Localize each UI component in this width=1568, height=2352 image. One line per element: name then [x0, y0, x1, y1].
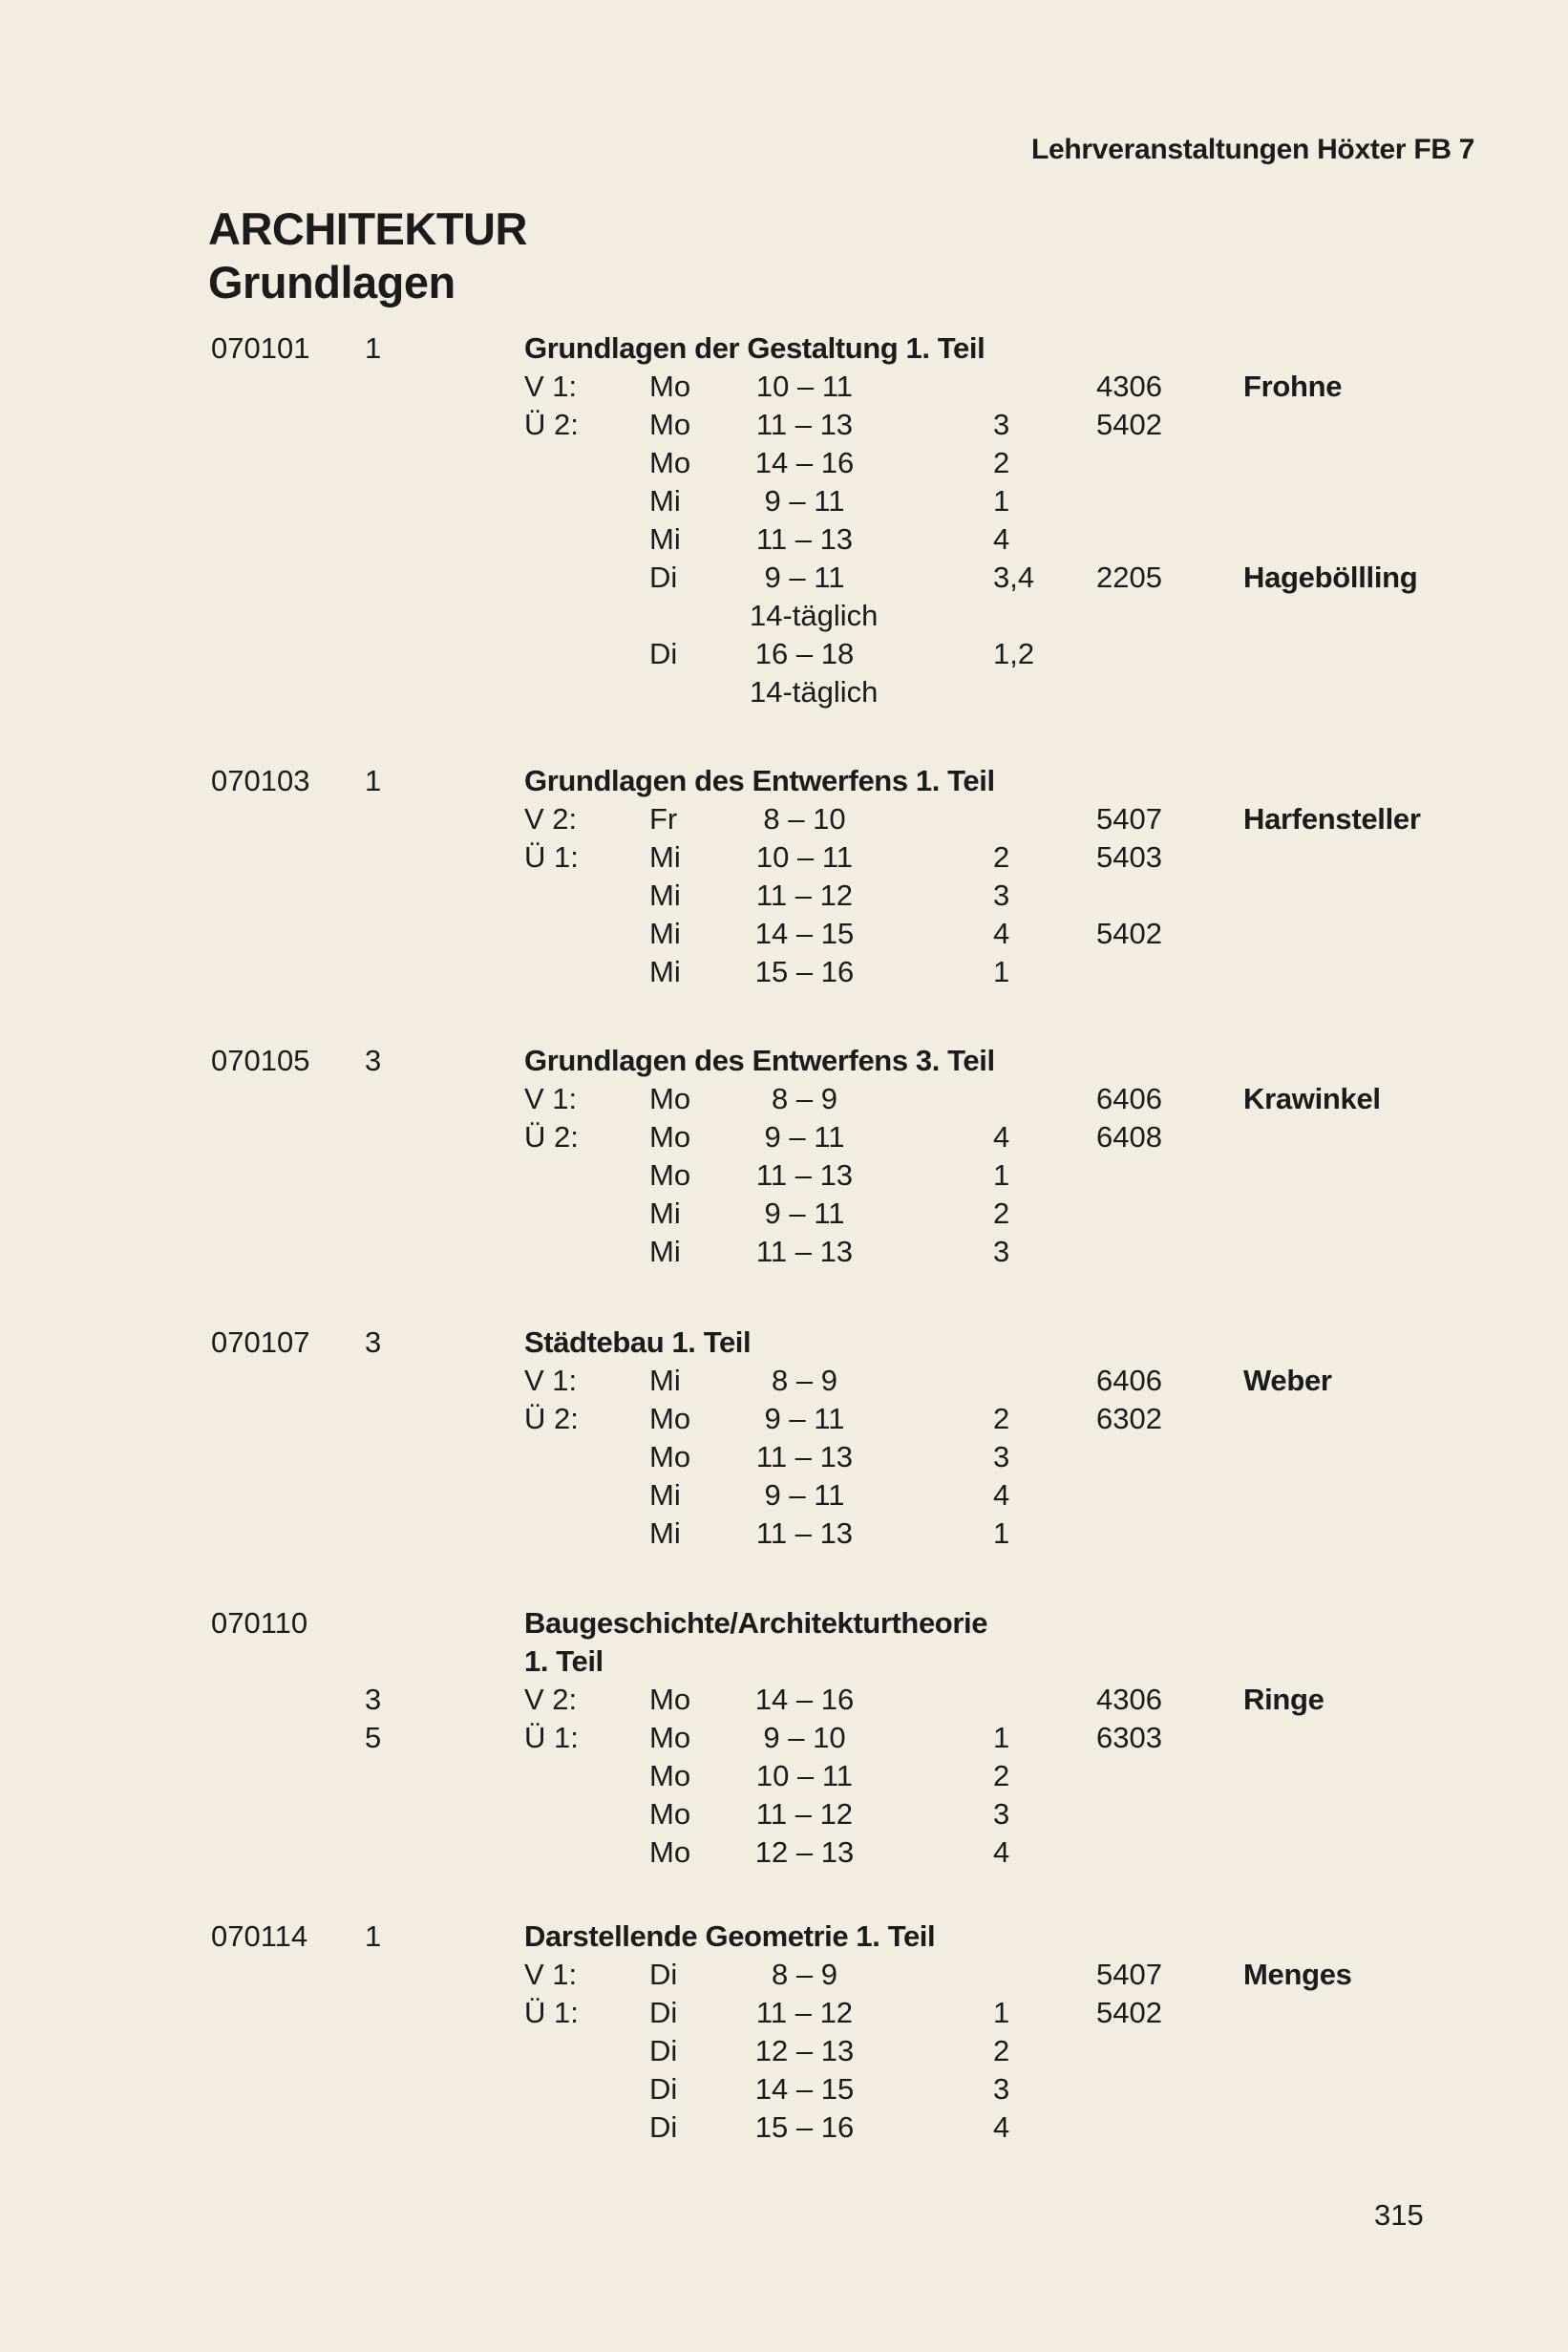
- session-type: Ü 2:: [524, 1402, 579, 1435]
- session-time: 9 – 11: [764, 1478, 845, 1512]
- session-group: 4: [993, 522, 1010, 556]
- session-room: 5407: [1096, 1958, 1162, 1991]
- session-room: 5402: [1096, 408, 1162, 441]
- session-group: 1: [993, 484, 1010, 518]
- session-time: 9 – 11: [764, 484, 845, 518]
- session-time: 14-täglich: [750, 599, 879, 632]
- session-room: 4306: [1096, 370, 1162, 403]
- session-group: 3: [993, 408, 1010, 441]
- session-group: 2: [993, 1759, 1010, 1792]
- session-room: 2205: [1096, 561, 1162, 594]
- session-time: 10 – 11: [755, 370, 854, 403]
- session-day: Mi: [649, 917, 681, 950]
- session-time: 9 – 11: [764, 1120, 845, 1154]
- session-type: V 1:: [524, 1958, 578, 1991]
- session-room: 6303: [1096, 1721, 1162, 1754]
- session-day: Mi: [649, 522, 681, 556]
- session-group: 1: [993, 1721, 1010, 1754]
- session-day: Mi: [649, 955, 681, 988]
- session-day: Mi: [649, 1235, 681, 1268]
- session-time: 9 – 11: [764, 1402, 845, 1435]
- course-title: Grundlagen der Gestaltung 1. Teil: [524, 331, 985, 365]
- session-day: Di: [649, 2034, 678, 2067]
- session-day: Mo: [649, 446, 691, 479]
- session-time: 15 – 16: [754, 955, 855, 988]
- session-time: 11 – 12: [755, 879, 854, 912]
- course-number: 070110: [211, 1606, 308, 1640]
- course-number: 070101: [211, 331, 310, 365]
- session-time: 11 – 12: [755, 1996, 854, 2029]
- session-day: Mo: [649, 1797, 691, 1831]
- session-time: 14-täglich: [750, 675, 879, 709]
- session-type: Ü 1:: [524, 1996, 579, 2029]
- session-group: 1: [993, 955, 1010, 988]
- course-title: Städtebau 1. Teil: [524, 1325, 752, 1359]
- session-day: Mo: [649, 1721, 691, 1754]
- session-time: 11 – 13: [755, 522, 854, 556]
- course-number: 070114: [211, 1919, 308, 1953]
- lecturer-name: Krawinkel: [1243, 1082, 1381, 1115]
- session-group: 2: [993, 840, 1010, 874]
- course-title: Baugeschichte/Architekturtheorie: [524, 1606, 988, 1640]
- course-semester: 1: [365, 1919, 382, 1953]
- section-title: [208, 202, 527, 309]
- session-type: Ü 1:: [524, 840, 579, 874]
- session-day: Mo: [649, 370, 691, 403]
- session-day: Mo: [649, 1082, 691, 1115]
- session-group: 1: [993, 1996, 1010, 2029]
- session-room: 6408: [1096, 1120, 1162, 1154]
- running-head: Lehrveranstaltungen Höxter FB 7: [1031, 134, 1475, 165]
- session-day: Di: [649, 1996, 678, 2029]
- session-room: 5402: [1096, 1996, 1162, 2029]
- session-time: 11 – 13: [755, 408, 854, 441]
- session-time: 8 – 9: [772, 1082, 837, 1115]
- course-semester: 3: [365, 1044, 382, 1077]
- session-day: Mi: [649, 484, 681, 518]
- page-number: 315: [1374, 2198, 1424, 2232]
- session-day: Di: [649, 637, 678, 670]
- session-day: Di: [649, 1958, 678, 1991]
- session-day: Di: [649, 2110, 678, 2144]
- session-time: 11 – 13: [755, 1158, 854, 1192]
- session-day: Mo: [649, 1402, 691, 1435]
- session-type: Ü 2:: [524, 1120, 579, 1154]
- session-group: 3: [993, 879, 1010, 912]
- session-day: Mo: [649, 1759, 691, 1792]
- session-day: Mo: [649, 408, 691, 441]
- course-semester: 1: [365, 331, 382, 365]
- session-day: Mo: [649, 1120, 691, 1154]
- course-semester: 1: [365, 764, 382, 797]
- session-type: Ü 2:: [524, 408, 579, 441]
- session-type: V 1:: [524, 1082, 578, 1115]
- session-day: Fr: [649, 802, 678, 836]
- session-time: 11 – 13: [755, 1235, 854, 1268]
- session-time: 14 – 16: [754, 1683, 855, 1716]
- session-group: 3: [993, 1235, 1010, 1268]
- session-group: 1: [993, 1158, 1010, 1192]
- session-group: 2: [993, 1402, 1010, 1435]
- session-room: 6406: [1096, 1082, 1162, 1115]
- lecturer-name: Frohne: [1243, 370, 1343, 403]
- session-time: 8 – 9: [772, 1364, 837, 1397]
- session-day: Mi: [649, 879, 681, 912]
- session-group: 1,2: [993, 637, 1035, 670]
- session-time: 9 – 10: [763, 1721, 846, 1754]
- session-time: 8 – 10: [763, 802, 846, 836]
- session-day: Mo: [649, 1835, 691, 1869]
- session-time: 9 – 11: [764, 561, 845, 594]
- lecturer-name: Weber: [1243, 1364, 1332, 1397]
- session-time: 14 – 15: [754, 2072, 855, 2106]
- course-number: 070103: [211, 764, 310, 797]
- session-day: Mi: [649, 840, 681, 874]
- session-time: 15 – 16: [754, 2110, 855, 2144]
- session-group: 3: [993, 1797, 1010, 1831]
- course-semester: 3: [365, 1325, 382, 1359]
- lecturer-name: Hageböllling: [1243, 561, 1418, 594]
- session-time: 16 – 18: [754, 637, 855, 670]
- session-day: Di: [649, 2072, 678, 2106]
- session-time: 10 – 11: [755, 840, 854, 874]
- lecturer-name: Ringe: [1243, 1683, 1324, 1716]
- session-day: Mi: [649, 1364, 681, 1397]
- session-time: 12 – 13: [754, 2034, 855, 2067]
- session-group: 4: [993, 1835, 1010, 1869]
- course-title: Grundlagen des Entwerfens 1. Teil: [524, 764, 995, 797]
- session-type: V 1:: [524, 370, 578, 403]
- session-day: Mo: [649, 1683, 691, 1716]
- session-day: Mi: [649, 1197, 681, 1230]
- session-time: 11 – 12: [755, 1797, 854, 1831]
- lecturer-name: Harfensteller: [1243, 802, 1421, 836]
- session-room: 4306: [1096, 1683, 1162, 1716]
- session-group: 4: [993, 1120, 1010, 1154]
- session-time: 11 – 13: [755, 1440, 854, 1473]
- session-time: 8 – 9: [772, 1958, 837, 1991]
- session-room: 5402: [1096, 917, 1162, 950]
- session-group: 1: [993, 1516, 1010, 1550]
- session-group: 2: [993, 2034, 1010, 2067]
- session-group: 2: [993, 446, 1010, 479]
- session-type: Ü 1:: [524, 1721, 579, 1754]
- section-title-main: ARCHITEKTUR: [208, 203, 527, 254]
- session-time: 11 – 13: [755, 1516, 854, 1550]
- session-type: V 2:: [524, 1683, 578, 1716]
- session-group: 3: [993, 1440, 1010, 1473]
- course-number: 070105: [211, 1044, 310, 1077]
- session-group: 4: [993, 1478, 1010, 1512]
- session-room: 5407: [1096, 802, 1162, 836]
- session-type: V 1:: [524, 1364, 578, 1397]
- section-title-sub: Grundlagen: [208, 257, 456, 307]
- session-group: 3,4: [993, 561, 1035, 594]
- lecturer-name: Menges: [1243, 1958, 1352, 1991]
- session-room: 6302: [1096, 1402, 1162, 1435]
- session-time: 9 – 11: [764, 1197, 845, 1230]
- row-semester: 3: [365, 1683, 382, 1716]
- row-semester: 5: [365, 1721, 382, 1754]
- session-day: Mo: [649, 1440, 691, 1473]
- session-time: 14 – 16: [754, 446, 855, 479]
- course-title: 1. Teil: [524, 1644, 604, 1678]
- course-number: 070107: [211, 1325, 310, 1359]
- session-day: Mi: [649, 1478, 681, 1512]
- session-type: V 2:: [524, 802, 578, 836]
- session-time: 12 – 13: [754, 1835, 855, 1869]
- session-group: 4: [993, 2110, 1010, 2144]
- session-room: 5403: [1096, 840, 1162, 874]
- session-time: 10 – 11: [755, 1759, 854, 1792]
- course-title: Grundlagen des Entwerfens 3. Teil: [524, 1044, 995, 1077]
- session-group: 4: [993, 917, 1010, 950]
- course-title: Darstellende Geometrie 1. Teil: [524, 1919, 936, 1953]
- session-day: Mo: [649, 1158, 691, 1192]
- session-group: 2: [993, 1197, 1010, 1230]
- session-day: Mi: [649, 1516, 681, 1550]
- session-group: 3: [993, 2072, 1010, 2106]
- session-room: 6406: [1096, 1364, 1162, 1397]
- session-time: 14 – 15: [754, 917, 855, 950]
- session-day: Di: [649, 561, 678, 594]
